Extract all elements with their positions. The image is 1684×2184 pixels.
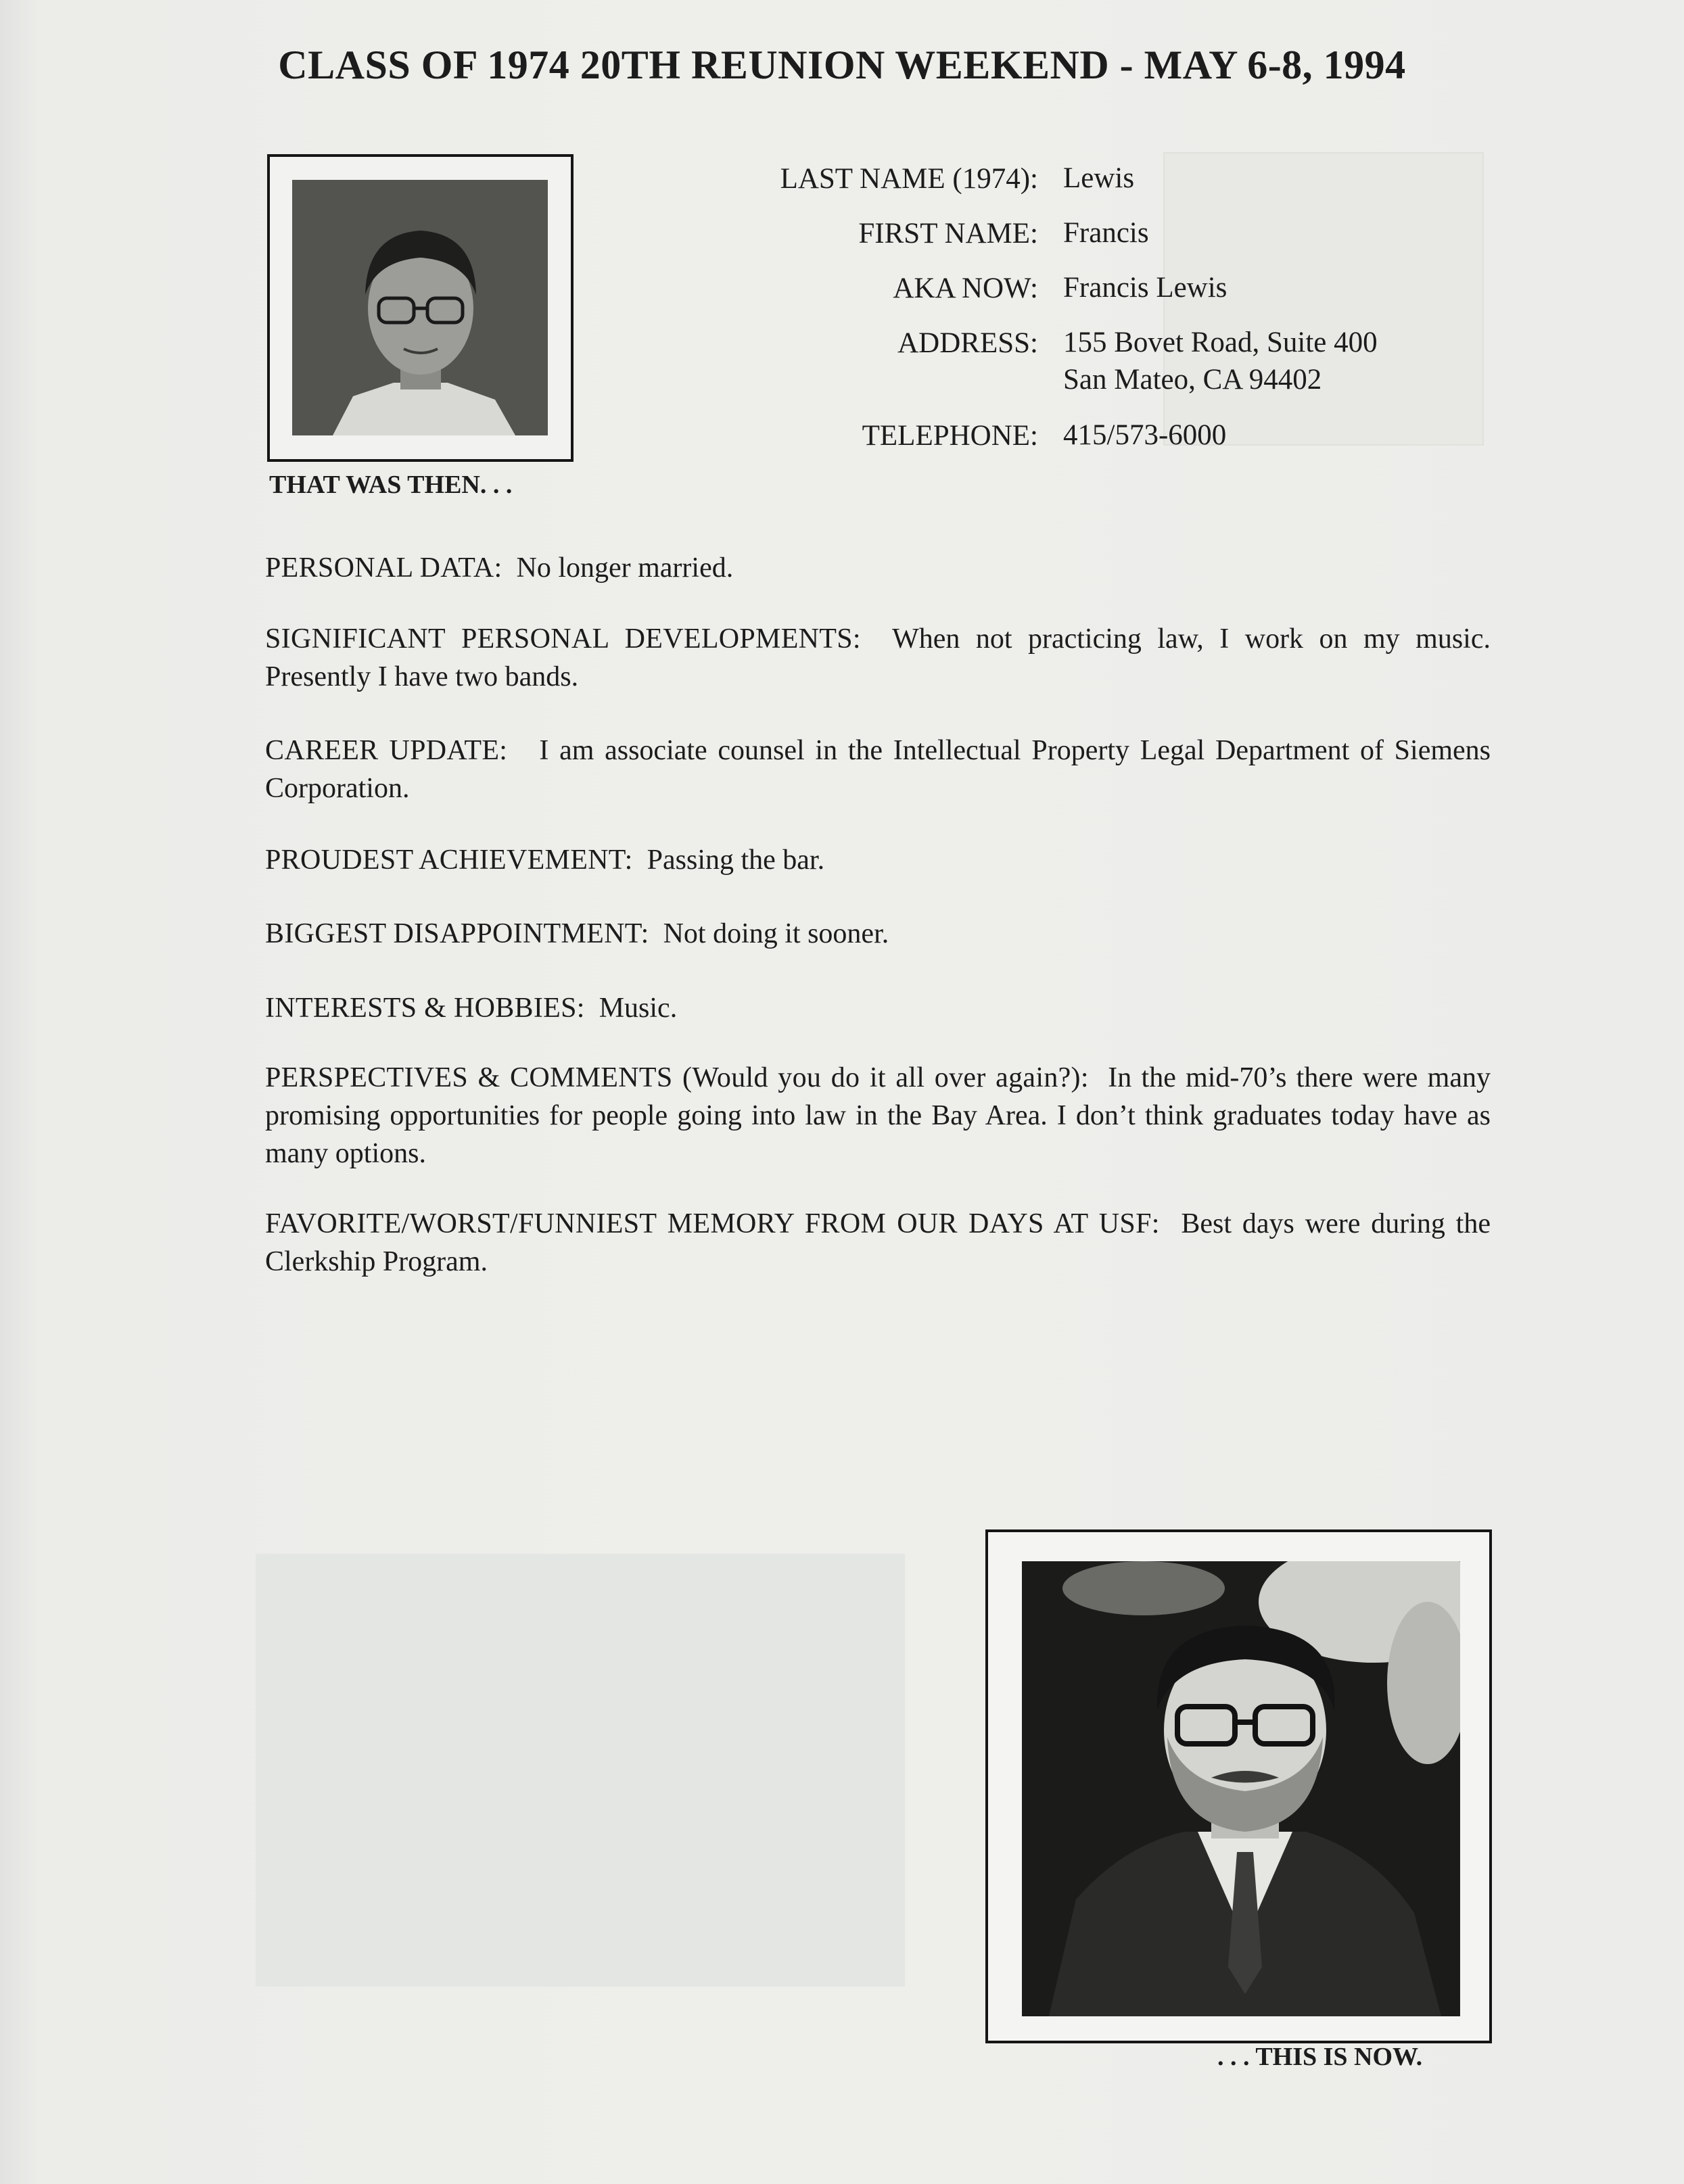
biggest-disappointment-label: BIGGEST DISAPPOINTMENT: bbox=[265, 918, 649, 949]
telephone-value: 415/573-6000 bbox=[1063, 419, 1227, 451]
now-photo-frame bbox=[985, 1529, 1492, 2043]
then-caption: THAT WAS THEN. . . bbox=[269, 471, 513, 499]
now-caption: . . . THIS IS NOW. bbox=[1217, 2043, 1423, 2071]
then-photo-frame bbox=[267, 154, 574, 462]
last-name-label: LAST NAME (1974): bbox=[780, 163, 1038, 195]
proudest-achievement-section bbox=[265, 841, 1491, 879]
career-update-section bbox=[265, 732, 1491, 807]
biggest-disappointment-text: Not doing it sooner. bbox=[663, 918, 889, 949]
aka-now-value: Francis Lewis bbox=[1063, 272, 1227, 304]
page-title: CLASS OF 1974 20TH REUNION WEEKEND - MAY 6-8, 1994 bbox=[278, 43, 1406, 87]
bleed-through-photo-area bbox=[256, 1554, 905, 1987]
aka-now-label: AKA NOW: bbox=[893, 272, 1038, 304]
significant-developments-text: When not practicing law, I work on my music. Presently I have two bands. bbox=[265, 623, 1491, 692]
career-update-text: I am associate counsel in the Intellectual Property Legal Department of Siemens Corporation. bbox=[265, 735, 1491, 804]
interests-hobbies-text: Music. bbox=[599, 993, 678, 1024]
perspectives-comments-section bbox=[265, 1059, 1491, 1172]
address-label: ADDRESS: bbox=[897, 327, 1038, 359]
personal-data-label: PERSONAL DATA: bbox=[265, 552, 502, 584]
first-name-label: FIRST NAME: bbox=[858, 218, 1038, 250]
favorite-memory-text: Best days were during the Clerkship Program. bbox=[265, 1208, 1491, 1277]
significant-developments-section bbox=[265, 620, 1491, 696]
perspectives-comments-text: In the mid-70’s there were many promising opportunities for people going into law in the Bay Area. I don’t think graduates today have as many options. bbox=[265, 1062, 1491, 1169]
proudest-achievement-label: PROUDEST ACHIEVEMENT: bbox=[265, 845, 633, 876]
last-name-value: Lewis bbox=[1063, 162, 1135, 194]
first-name-value: Francis bbox=[1063, 217, 1149, 249]
interests-hobbies-label: INTERESTS & HOBBIES: bbox=[265, 993, 585, 1024]
perspectives-comments-label: PERSPECTIVES & COMMENTS (Would you do it all over again?): bbox=[265, 1062, 1089, 1093]
address-line-2: San Mateo, CA 94402 bbox=[1063, 364, 1322, 396]
address-line-1: 155 Bovet Road, Suite 400 bbox=[1063, 327, 1378, 358]
telephone-label: TELEPHONE: bbox=[862, 420, 1038, 452]
now-portrait-image bbox=[1022, 1561, 1460, 2016]
significant-developments-label: SIGNIFICANT PERSONAL DEVELOPMENTS: bbox=[265, 623, 861, 655]
then-portrait-image bbox=[292, 180, 548, 435]
favorite-memory-section bbox=[265, 1205, 1491, 1281]
favorite-memory-label: FAVORITE/WORST/FUNNIEST MEMORY FROM OUR DAYS AT USF: bbox=[265, 1208, 1160, 1239]
biggest-disappointment-section bbox=[265, 915, 1491, 953]
personal-data-text: No longer married. bbox=[516, 552, 734, 584]
career-update-label: CAREER UPDATE: bbox=[265, 735, 508, 766]
proudest-achievement-text: Passing the bar. bbox=[647, 845, 825, 876]
interests-hobbies-section bbox=[265, 989, 1491, 1027]
personal-data-section bbox=[265, 549, 1491, 587]
